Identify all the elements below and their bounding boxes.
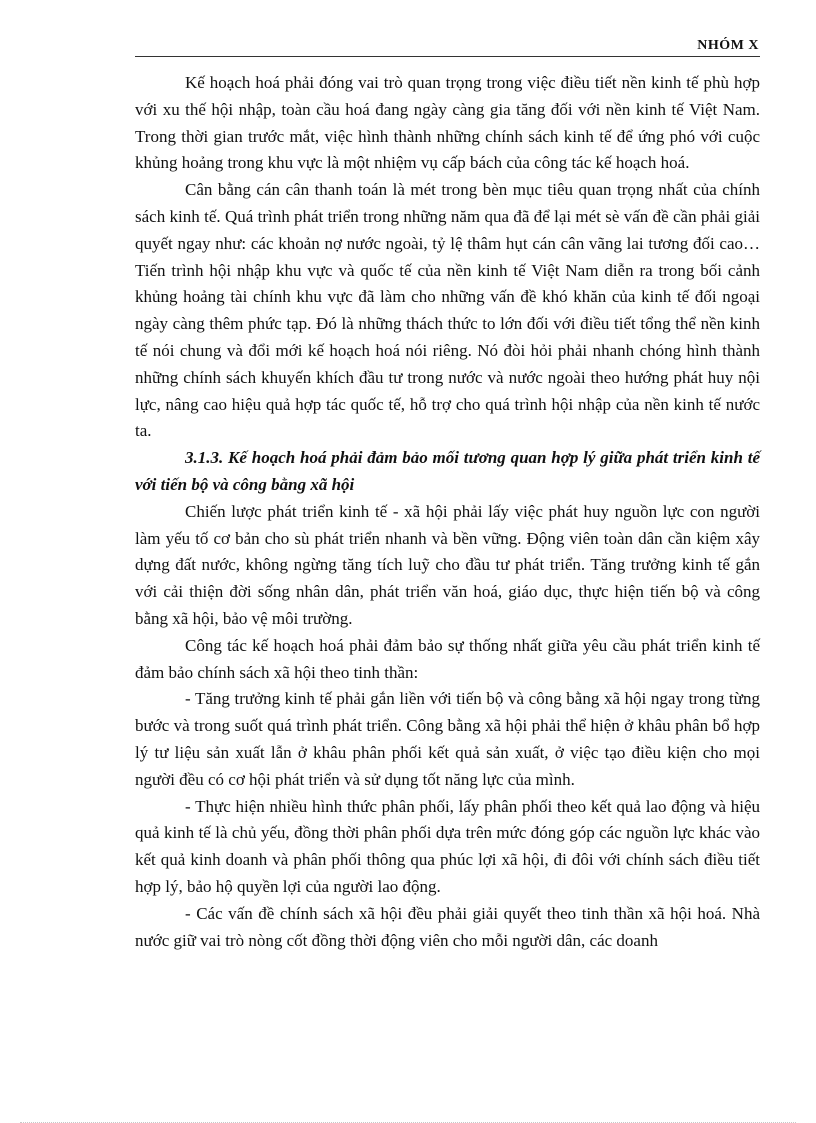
paragraph-planning-role: Kế hoạch hoá phải đóng vai trò quan trọng trong việc điều tiết nền kinh tế phù hợp với xu thế hội nhập, toàn cầu hoá đang ngày càng gia tăng đối với nền kinh tế Việt Nam. Trong thời gian trước mắt, việc hình thành những chính sách kinh tế để ứng phó với cuộc khủng hoảng trong khu vực là một nhiệm vụ cấp bách của công tác kế hoạch hoá. <box>135 73 760 173</box>
list-item-distribution: - Thực hiện nhiều hình thức phân phối, lấy phân phối theo kết quả lao động và hiệu quả kinh tế là chủ yếu, đồng thời phân phối dựa trên mức đóng góp các nguồn lực khác vào kết quả kinh doanh và phân phối thông qua phúc lợi xã hội, đi đôi với chính sách điều tiết hợp lý, bảo hộ quyền lợi của người lao động. <box>135 796 760 896</box>
paragraph-balance-of-payments: Cân bằng cán cân thanh toán là mét trong bèn mục tiêu quan trọng nhất của chính sách kinh tế. Quá trình phát triển trong những năm qua đã để lại mét sè vấn đề cần phải giải quyết ngay như: các khoản nợ nước ngoài, tỷ lệ thâm hụt cán cân vãng lai tương đối cao… Tiến trình hội nhập khu vực và quốc tế của nền kinh tế Việt Nam diễn ra trong bối cảnh khủng hoảng tài chính khu vực đã làm cho những vấn đề khó khăn của kinh tế đối ngoại ngày càng thêm phức tạp. Đó là những thách thức to lớn đối với điều tiết tổng thể nền kinh tế nói chung và đổi mới kế hoạch hoá nói riêng. Nó đòi hỏi phải nhanh chóng hình thành những chính sách khuyến khích đầu tư trong nước và nước ngoài theo hướng phát huy nội lực, nâng cao hiệu quả hợp tác quốc tế, hỗ trợ cho quá trình hội nhập của nền kinh tế nước ta. <box>135 180 760 441</box>
page-header-label: NHÓM X <box>697 38 759 53</box>
header-divider <box>135 56 760 57</box>
list-item-growth-equity: - Tăng trưởng kinh tế phải gắn liền với tiến bộ và công bằng xã hội ngay trong từng bước và trong suốt quá trình phát triển. Công bằng xã hội phải thể hiện ở khâu phân bổ hợp lý tư liệu sản xuất lẫn ở khâu phân phối kết quả sản xuất, ở việc tạo điều kiện cho mọi người đều có cơ hội phát triển và sử dụng tốt năng lực của mình. <box>135 689 760 789</box>
document-body <box>135 70 760 954</box>
paragraph-planning-consistency: Công tác kế hoạch hoá phải đảm bảo sự thống nhất giữa yêu cầu phát triển kinh tế đảm bảo chính sách xã hội theo tinh thần: <box>135 635 760 682</box>
list-item-socialization: - Các vấn đề chính sách xã hội đều phải giải quyết theo tinh thần xã hội hoá. Nhà nước giữ vai trò nòng cốt đồng thời động viên cho mỗi người dân, các doanh <box>135 903 760 950</box>
section-heading-3-1-3: 3.1.3. Kế hoạch hoá phải đảm bảo mối tương quan hợp lý giữa phát triển kinh tế với tiến bộ và công bằng xã hội <box>135 448 760 494</box>
paragraph-development-strategy: Chiến lược phát triển kinh tế - xã hội phải lấy việc phát huy nguồn lực con người làm yếu tố cơ bản cho sù phát triển nhanh và bền vững. Động viên toàn dân cần kiệm xây dựng đất nước, không ngừng tăng tích luỹ cho đầu tư phát triển. Tăng trưởng kinh tế gắn với cải thiện đời sống nhân dân, phát triển văn hoá, giáo dục, thực hiện tiến bộ và công bằng xã hội, bảo vệ môi trường. <box>135 501 760 628</box>
